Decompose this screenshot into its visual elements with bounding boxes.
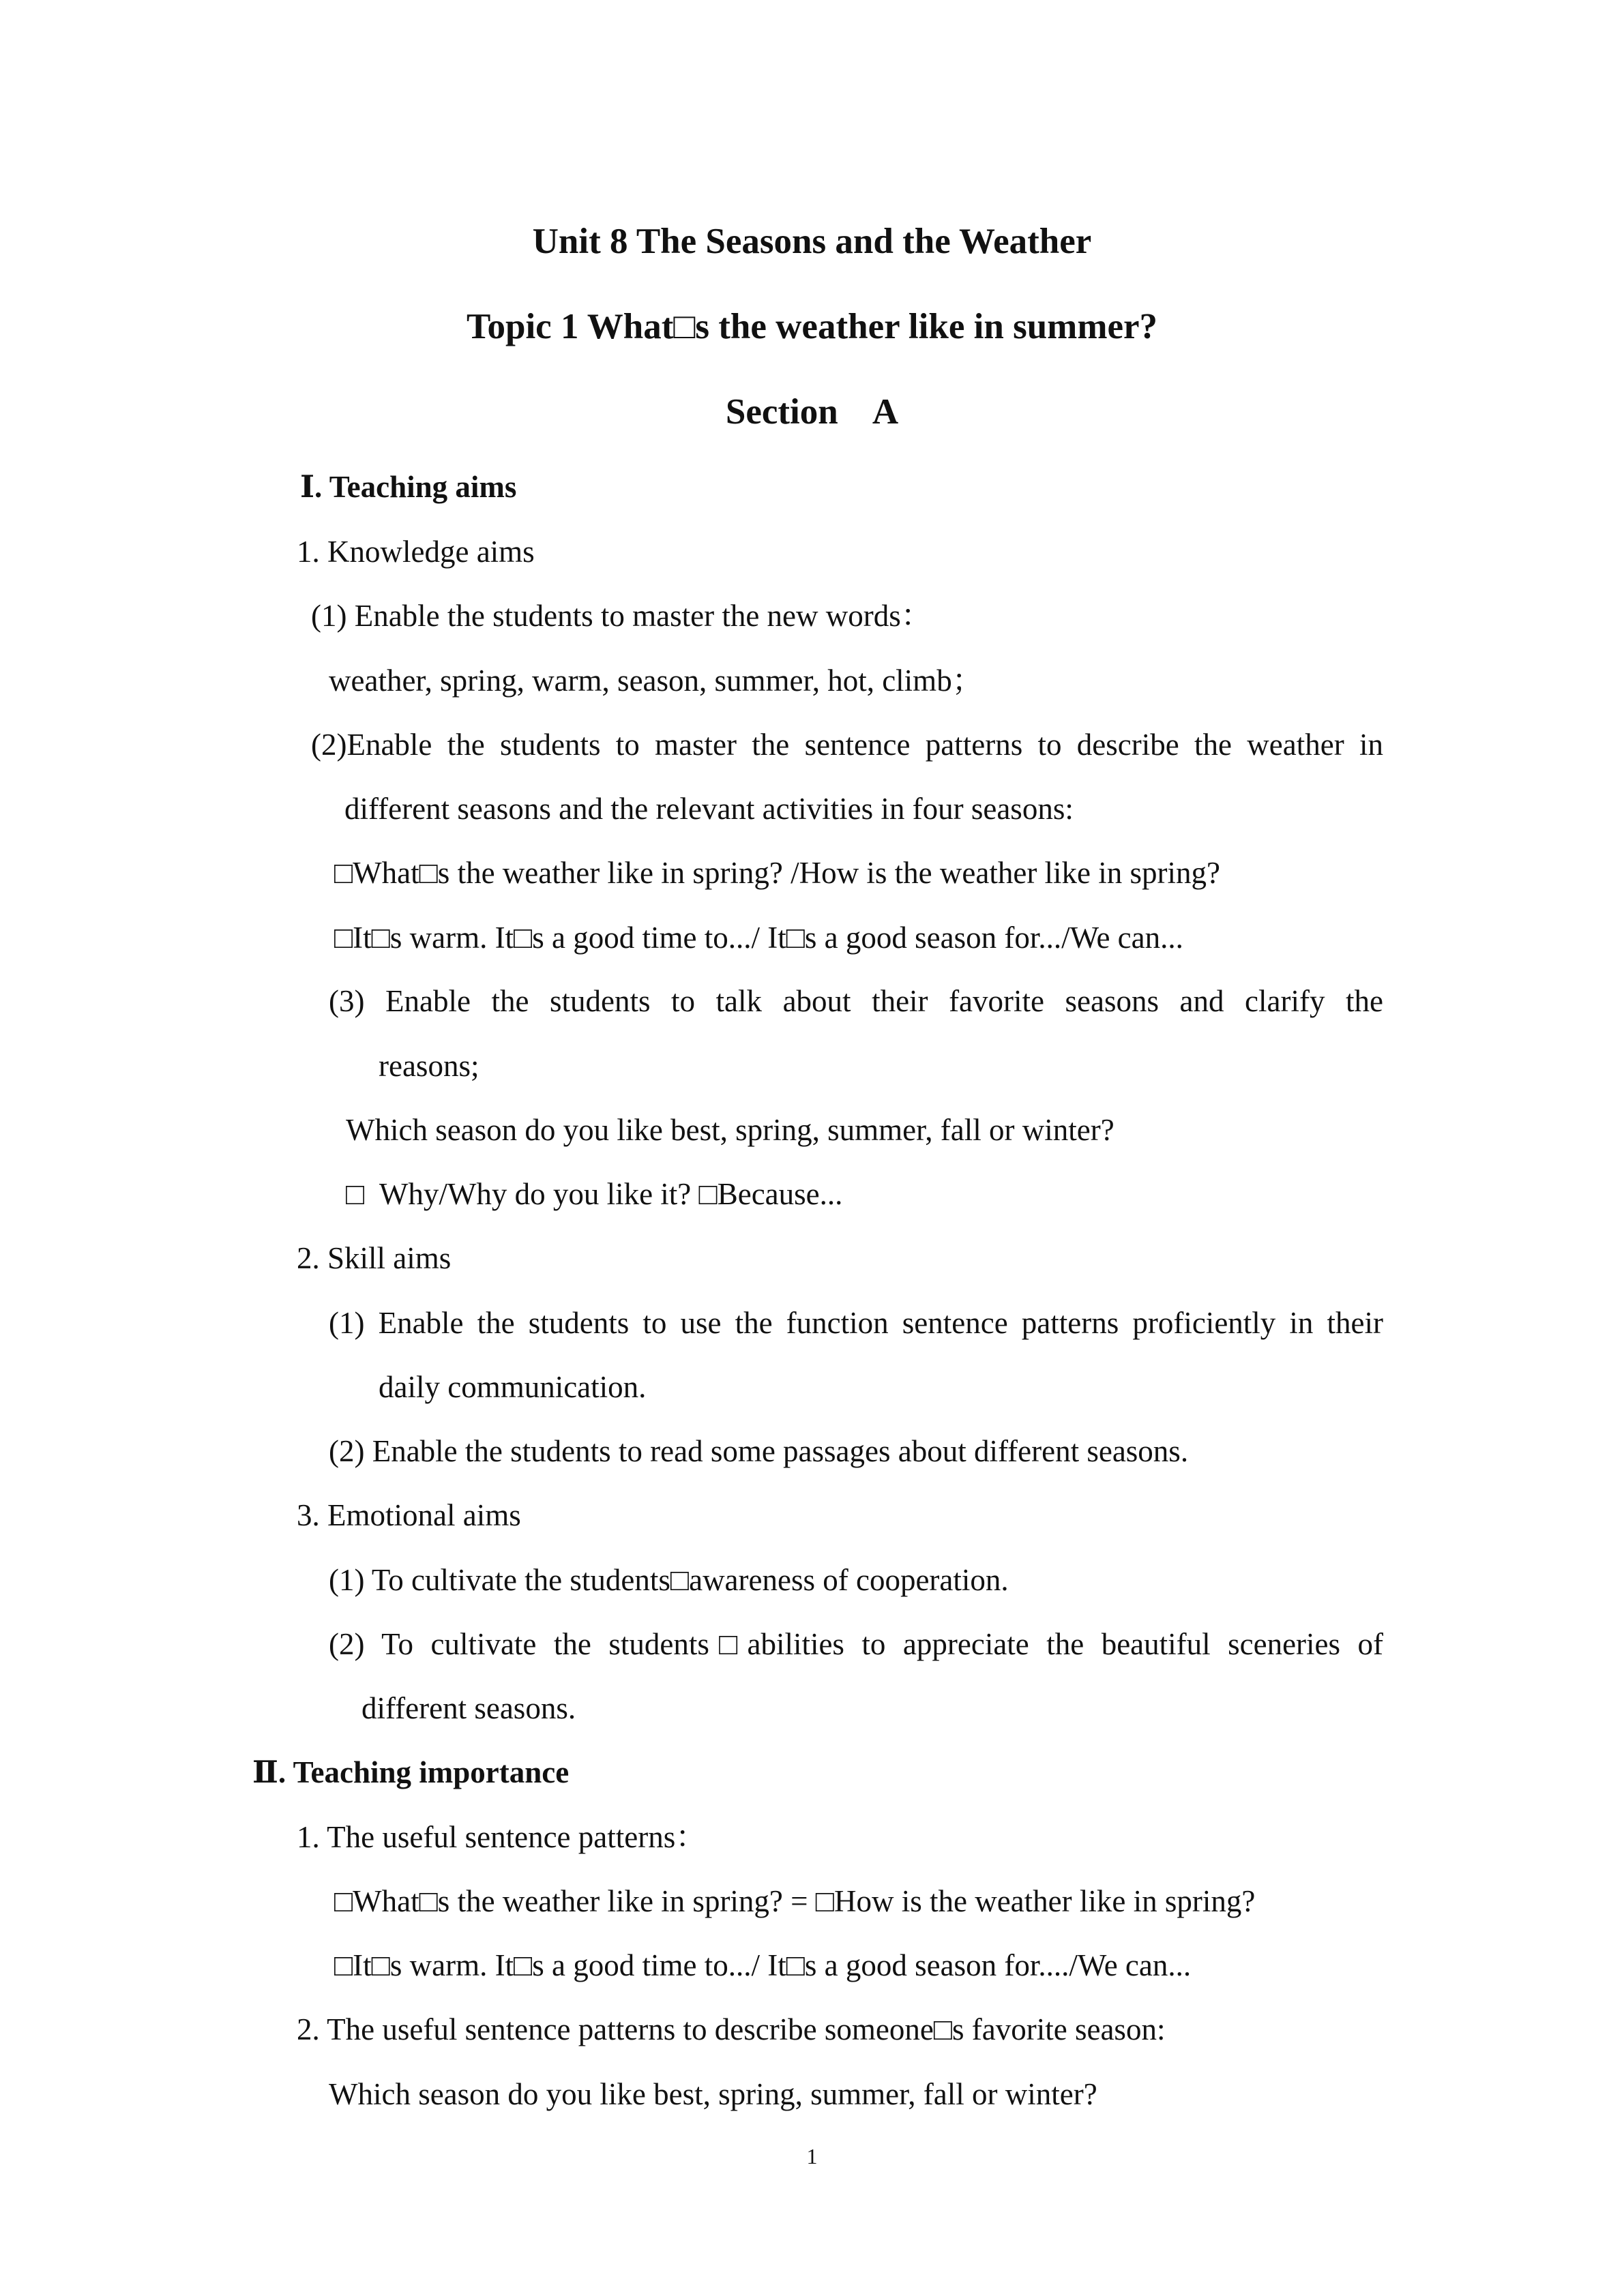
section-heading: Section A [725,392,899,432]
text-line: □It□s warm. It□s a good time to.../ It□s a good season for.../We can... [334,921,1183,955]
text-line: 1. The useful sentence patterns： [297,1820,707,1854]
text-line: □ Why/Why do you like it? □Because... [346,1177,843,1211]
text-line: □What□s the weather like in spring? /How is the weather like in spring? [334,856,1221,890]
text-line: 2. The useful sentence patterns to describe someone□s favorite season: [297,2012,1166,2046]
text-line: weather, spring, warm, season, summer, hot, climb； [329,664,983,698]
text-line: □What□s the weather like in spring? = □How is the weather like in spring? [334,1884,1256,1918]
heading-teaching-importance: Ⅱ. Teaching importance [252,1755,570,1789]
text-line: (3) Enable the students to talk about their favorite seasons and clarify the [329,984,1383,1018]
text-line: □It□s warm. It□s a good time to.../ It□s a good season for..../We can... [334,1948,1192,1982]
text-line: Which season do you like best, spring, summer, fall or winter? [329,2077,1097,2111]
topic-heading: Topic 1 What□s the weather like in summer? [466,307,1158,346]
document-title: Unit 8 The Seasons and the Weather [532,222,1092,261]
heading-teaching-aims: Ⅰ. Teaching aims [300,470,517,504]
text-line: Which season do you like best, spring, summer, fall or winter? [346,1113,1114,1147]
text-line: different seasons and the relevant activities in four seasons: [344,792,1074,826]
text-line: (1) To cultivate the students□awareness of cooperation. [329,1563,1009,1597]
text-line: (2)Enable the students to master the sentence patterns to describe the weather in [311,728,1383,762]
subheading-emotional-aims: 3. Emotional aims [297,1498,521,1532]
text-line: (1) Enable the students to master the new words： [311,599,932,633]
subheading-skill-aims: 2. Skill aims [297,1241,452,1275]
subheading-knowledge-aims: 1. Knowledge aims [297,535,535,569]
text-line: different seasons. [361,1691,576,1725]
text-line: reasons; [379,1049,479,1083]
text-line: (1) Enable the students to use the function sentence patterns proficiently in their [329,1306,1383,1340]
text-line: (2) To cultivate the students□abilities to appreciate the beautiful sceneries of [329,1627,1383,1661]
page-number: 1 [806,2144,818,2168]
text-line: (2) Enable the students to read some passages about different seasons. [329,1434,1189,1468]
text-line: daily communication. [379,1370,647,1404]
